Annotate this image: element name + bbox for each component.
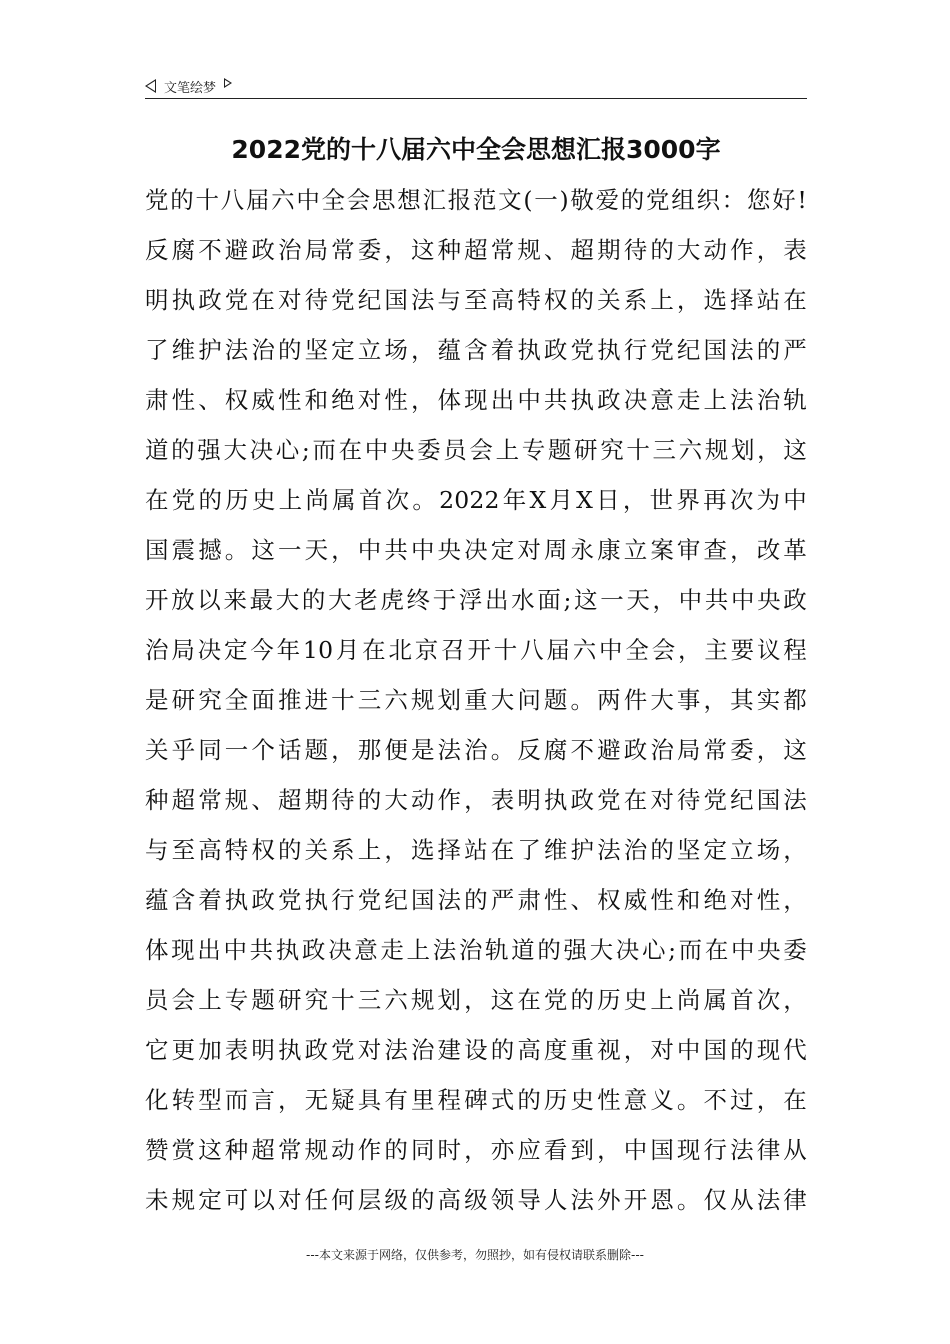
page-footer: ---本文来源于网络，仅供参考，勿照抄，如有侵权请联系删除--- [306,1248,644,1262]
body-line: 未规定可以对任何层级的高级领导人法外开恩。仅从法律 [145,1186,807,1214]
header-brand: 文笔绘梦 [164,80,217,96]
triangle-right-icon [224,78,232,88]
body-line: 道的强大决心;而在中央委员会上专题研究十三六规划，这 [145,436,807,464]
body-line: 了维护法治的坚定立场，蕴含着执政党执行党纪国法的严 [145,336,807,364]
body-line: 是研究全面推进十三六规划重大问题。两件大事，其实都 [145,686,807,714]
body-line: 反腐不避政治局常委，这种超常规、超期待的大动作，表 [145,236,807,264]
body-line: 开放以来最大的大老虎终于浮出水面;这一天，中共中央政 [145,586,807,614]
body-line: 与至高特权的关系上，选择站在了维护法治的坚定立场， [145,836,807,864]
page-header [145,74,807,98]
body-line: 体现出中共执政决意走上法治轨道的强大决心;而在中央委 [145,936,807,964]
body-line: 化转型而言，无疑具有里程碑式的历史性意义。不过，在 [145,1086,807,1114]
body-line: 蕴含着执政党执行党纪国法的严肃性、权威性和绝对性， [145,886,807,914]
body-line: 党的十八届六中全会思想汇报范文(一)敬爱的党组织：您好! [145,186,807,214]
body-line: 关乎同一个话题，那便是法治。反腐不避政治局常委，这 [145,736,807,764]
body-line: 种超常规、超期待的大动作，表明执政党在对待党纪国法 [145,786,807,814]
document-body [145,175,807,1225]
header-divider [145,98,807,99]
body-line: 赞赏这种超常规动作的同时，亦应看到，中国现行法律从 [145,1136,807,1164]
body-line: 国震撼。这一天，中共中央决定对周永康立案审查，改革 [145,536,807,564]
document-title: 2022党的十八届六中全会思想汇报3000字 [231,135,721,164]
body-line: 它更加表明执政党对法治建设的高度重视，对中国的现代 [145,1036,807,1064]
body-line: 肃性、权威性和绝对性，体现出中共执政决意走上法治轨 [145,386,807,414]
body-line: 治局决定今年10月在北京召开十八届六中全会，主要议程 [145,636,807,664]
body-line: 员会上专题研究十三六规划，这在党的历史上尚属首次， [145,986,807,1014]
body-line: 明执政党在对待党纪国法与至高特权的关系上，选择站在 [145,286,807,314]
body-line: 在党的历史上尚属首次。2022年X月X日，世界再次为中 [145,486,807,514]
triangle-left-icon [145,79,156,93]
